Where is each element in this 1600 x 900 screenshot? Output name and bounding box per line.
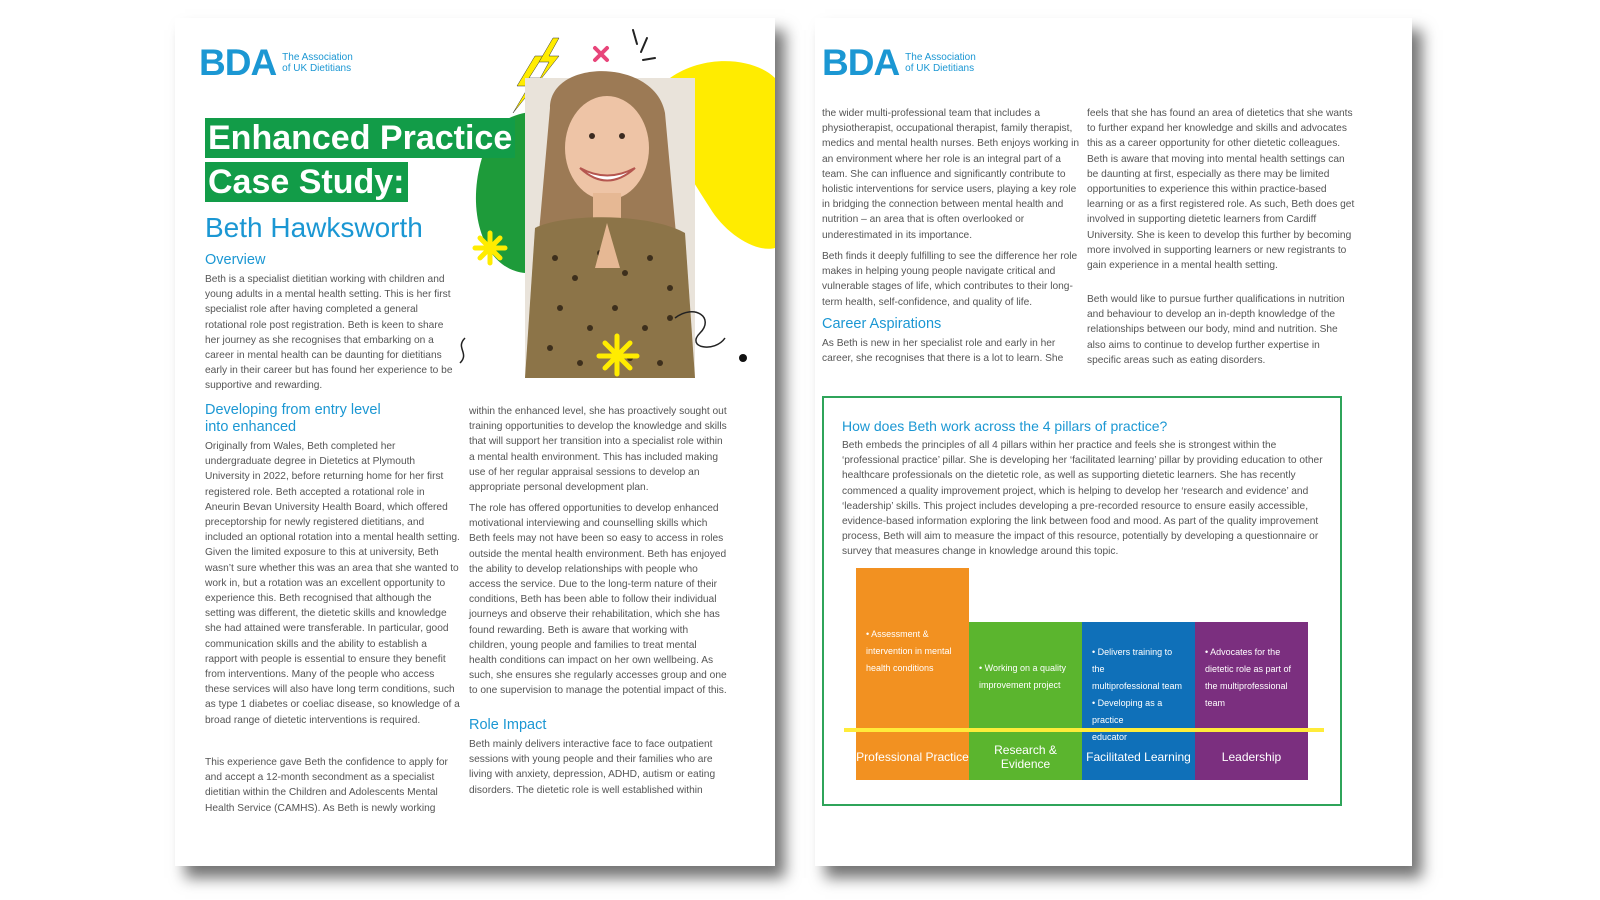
pillars-text: Beth embeds the principles of all 4 pillars within her practice and feels she is strongest within the ‘professional practice’ pillar. She is developing her ‘facilitated learning’ pillar by providing education to other healthcare professionals on the dietetic role, as well as supporting dietetic learners. She has recently commenced a quality improvement project, which is helping to develop her ‘research and evidence’ and ‘leadership’ skills. This project includes developing a pre-recorded resource to ensure easily accessible, evidence-based information exploring the link between food and mood. As part of the quality improvement process, Beth will aim to measure the impact of this resource, potentially by developing a questionnaire or survey that measures change in knowledge around this topic.: [842, 440, 1323, 558]
pillar-professional-practice: [856, 568, 969, 780]
title-line-2: Case Study:: [205, 162, 408, 202]
pillar-bullet-line: team: [1205, 698, 1226, 708]
logo-line-1-right: The Association: [905, 51, 976, 63]
developing-text-1: Originally from Wales, Beth completed her undergraduate degree in Dietetics at Plymouth University in 2022, before returning home for her first registered role. Beth accepted a rotational role in Aneurin Bevan University Health Board, which offered preceptorship for newly registered dietitians, and included an optional rotation into a mental health setting. Given the limited exposure to this at university, Beth wasn’t sure whether this was an area that she wanted to work in, but a rotation was an excellent opportunity to experience this. Beth recognised that although the setting was different, the dietetic skills and knowledge she had attained were transferable. In particular, good communication skills and the ability to establish a rapport with people is essential to ensure they benefit from interventions. Many of the people who access these services will also have long term conditions, such as type 1 diabetes or coeliac disease, so knowledge of a broad range of dietetic interventions is required.: [205, 441, 460, 726]
bda-logo-text: [282, 52, 353, 74]
developing-heading-line-1: Developing from entry level: [205, 402, 381, 418]
logo-line-2: of UK Dietitians: [282, 62, 352, 74]
pillars-chart: [844, 568, 1324, 798]
pillar-bullet-line: multiprofessional team: [1092, 681, 1183, 691]
enhanced-text: within the enhanced level, she has proactively sought out training opportunities to develop the knowledge and skills that will support her transition into a specialist role within a mental health environment. This has included making use of her regular appraisal sessions to develop an appropriate personal development plan.: [469, 406, 727, 494]
pillar-research-evidence: [969, 622, 1082, 780]
pillar-bullets: [856, 626, 969, 677]
pillar-bullets: [969, 660, 1082, 694]
bda-logo-text-right: [905, 52, 976, 74]
page-two: [815, 18, 1412, 866]
pillar-bullet-line: intervention in mental: [866, 646, 952, 656]
role-impact-heading: Role Impact: [469, 717, 547, 733]
overview-text: Beth is a specialist dietitian working with children and young adults in a mental health setting. This is her first specialist role after having completed a general rotational role post registration. Beth is keen to share her journey as she recognises that embarking on a career in mental health can be daunting for dietitians early in their career but has found her experience to be supportive and rewarding.: [205, 274, 453, 392]
logo-line-2-right: of UK Dietitians: [905, 62, 975, 74]
pillar-bullets: [1195, 644, 1308, 712]
pillar-label: Leadership: [1221, 750, 1282, 764]
bda-logo-right: [822, 44, 976, 81]
pillar-facilitated-learning: [1082, 622, 1195, 780]
person-name: Beth Hawksworth: [205, 212, 423, 243]
pillars-foundation-line: [844, 728, 1324, 732]
developing-heading: [205, 402, 465, 436]
pillar-bullet-line: • Advocates for the: [1205, 647, 1281, 657]
pillar-bullet-line: dietetic role as part of: [1205, 664, 1292, 674]
overview-heading: Overview: [205, 252, 266, 268]
bda-logo-mark: BDA: [199, 42, 277, 83]
pillar-bullet-line: • Working on a quality: [979, 663, 1067, 673]
pillar-bullet-line: • Developing as a practice: [1092, 698, 1163, 725]
pillar-label: Research & Evidence: [994, 743, 1057, 771]
title-block: [205, 118, 515, 244]
bda-logo: [199, 44, 353, 81]
page-one: [175, 18, 775, 866]
team-text: the wider multi-professional team that includes a physiotherapist, occupational therapist, family therapist, medics and mental health nurses. Beth enjoys working in an environment where her role is an integral part of a team. She can influence and significantly contribute to holistic interventions for service users, playing a key role in bridging the connection between mental health and nutrition – an area that is often overlooked or underestimated in its importance.: [822, 108, 1080, 241]
developing-heading-line-2: into enhanced: [205, 419, 297, 435]
pillar-bullet-line: the multiprofessional: [1205, 681, 1288, 691]
pillar-leadership: [1195, 622, 1308, 780]
pillar-label: Facilitated Learning: [1086, 750, 1191, 764]
career-text: As Beth is new in her specialist role and early in her career, she recognises that there is a lot to learn. She: [822, 338, 1064, 365]
logo-line-1: The Association: [282, 51, 353, 63]
pillar-bullet-line: • Assessment &: [866, 629, 929, 639]
qualifications-text: Beth would like to pursue further qualifications in nutrition and behaviour to develop an in-depth knowledge of the relationships between our body, mind and nutrition. She also aims to continue to develop further expertise in specific areas such as eating disorders.: [1087, 294, 1345, 366]
pillar-bullet-line: educator: [1092, 732, 1128, 742]
pillar-bullet-line: • Delivers training to the: [1092, 647, 1173, 674]
dietetics-text: feels that she has found an area of dietetics that she wants to further expand her knowledge and skills and advocates this as a career opportunity for other dietetic colleagues. Beth is aware that moving into mental health settings can be daunting at first, especially as there may be limited opportunities to experience this within practice-based learning or as a first registered role. As such, Beth does get involved in supporting dietetic learners from Cardiff University. She is keen to develop this further by becoming more involved in supporting learners or new registrants to gain experience in a mental health setting.: [1087, 108, 1355, 272]
role-offer-text: The role has offered opportunities to develop enhanced motivational interviewing and counselling skills which Beth feels may not have been so easy to access in roles outside the mental health environment. Beth has enjoyed the ability to develop relationships with people who access the service. Due to the long-term nature of their conditions, Beth has been able to follow their individual journeys and observe their rehabilitation, which she has found rewarding. Beth is aware that working with children, young people and families to treat mental health conditions can impact on her own wellbeing. As such, she ensures she regularly accesses group and one to one supervision to manage the potential impact of this.: [469, 503, 727, 697]
title-line-1: Enhanced Practice: [205, 118, 515, 158]
pillar-label: Professional Practice: [856, 750, 969, 764]
pillar-bullet-line: health conditions: [866, 663, 934, 673]
career-heading: Career Aspirations: [822, 316, 942, 332]
pillars-heading: How does Beth work across the 4 pillars of practice?: [842, 418, 1168, 434]
pillars-box: [822, 396, 1342, 806]
role-impact-text: Beth mainly delivers interactive face to face outpatient sessions with young people and their families who are living with anxiety, depression, ADHD, autism or eating disorders. The dietetic role is well established within: [469, 739, 716, 796]
fulfilling-text: Beth finds it deeply fulfilling to see the difference her role makes in helping young people navigate critical and vulnerable stages of life, which contributes to their long-term health, self-confidence, and quality of life.: [822, 251, 1078, 308]
bda-logo-mark-right: BDA: [822, 42, 900, 83]
pillar-bullet-line: improvement project: [979, 680, 1061, 690]
developing-text-2: This experience gave Beth the confidence to apply for and accept a 12-month secondment as a specialist dietitian within the Children and Adolescents Mental Health Service (CAMHS). As Beth is newly working: [205, 757, 448, 814]
